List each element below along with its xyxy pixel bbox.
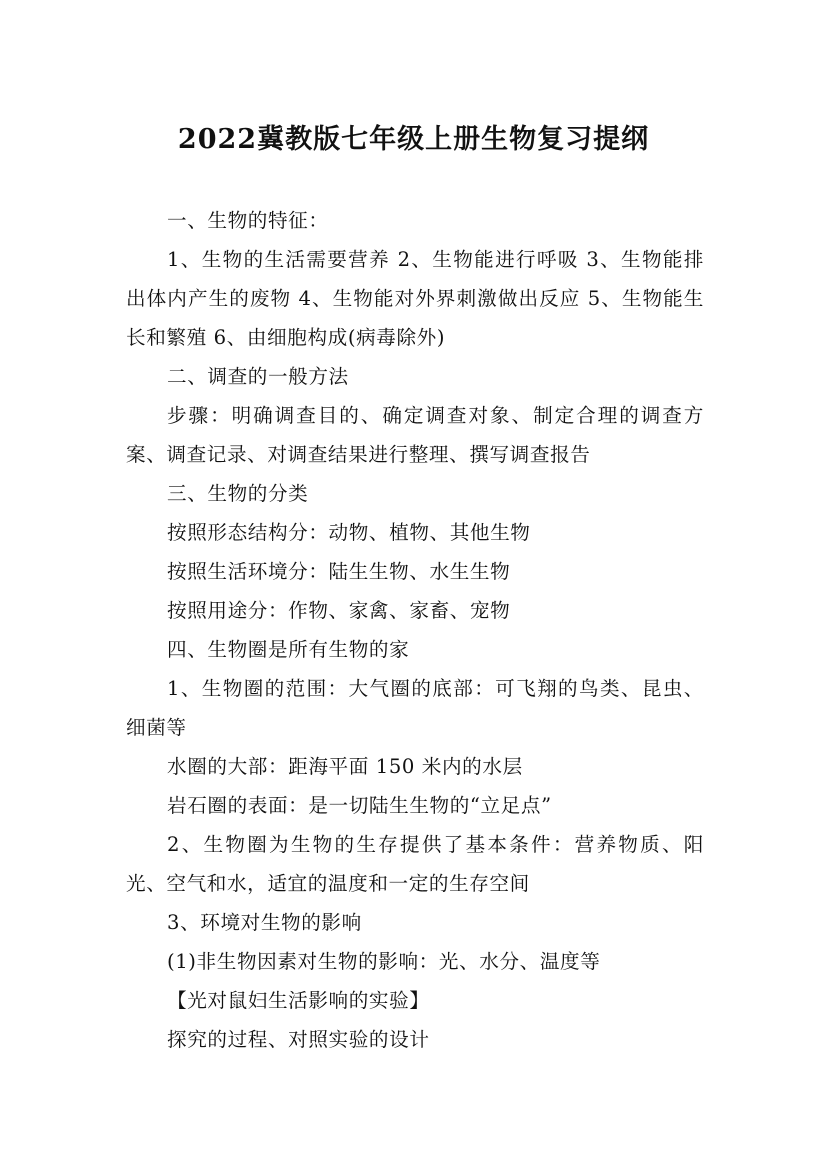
paragraph-experiment-design: 探究的过程、对照实验的设计 <box>167 1028 430 1051</box>
paragraph-abiotic-factors: (1)非生物因素对生物的影响：光、水分、温度等 <box>167 950 601 973</box>
paragraph-classification-by-environment: 按照生活环境分：陆生生物、水生生物 <box>167 560 511 583</box>
paragraph-classification-by-structure: 按照形态结构分：动物、植物、其他生物 <box>167 521 531 544</box>
paragraph-lithosphere: 岩石圈的表面：是一切陆生生物的“立足点” <box>167 794 552 817</box>
paragraph-survey-steps: 步骤：明确调查目的、确定调查对象、制定合理的调查方案、调查记录、对调查结果进行整理、撰写调查报告 <box>126 404 704 466</box>
document-body <box>126 201 704 1059</box>
section-heading-survey-method: 二、调查的一般方法 <box>167 365 349 388</box>
section-heading-biosphere: 四、生物圈是所有生物的家 <box>167 638 410 661</box>
paragraph-basic-conditions: 2、生物圈为生物的生存提供了基本条件：营养物质、阳光、空气和水，适宜的温度和一定的生存空间 <box>126 833 704 895</box>
section-heading-classification: 三、生物的分类 <box>167 482 309 505</box>
paragraph-hydrosphere: 水圈的大部：距海平面 150 米内的水层 <box>167 755 523 778</box>
section-heading-characteristics: 一、生物的特征： <box>167 209 329 232</box>
paragraph-classification-by-use: 按照用途分：作物、家禽、家畜、宠物 <box>167 599 511 622</box>
paragraph-biosphere-range: 1、生物圈的范围：大气圈的底部：可飞翔的鸟类、昆虫、细菌等 <box>126 677 704 739</box>
paragraph-environment-influence: 3、环境对生物的影响 <box>167 911 362 934</box>
document-title: 2022冀教版七年级上册生物复习提纲 <box>177 124 650 156</box>
paragraph-characteristics-list: 1、生物的生活需要营养 2、生物能进行呼吸 3、生物能排出体内产生的废物 4、生物能对外界刺激做出反应 5、生物能生长和繁殖 6、由细胞构成(病毒除外) <box>126 248 704 349</box>
paragraph-experiment-heading: 【光对鼠妇生活影响的实验】 <box>167 989 430 1012</box>
